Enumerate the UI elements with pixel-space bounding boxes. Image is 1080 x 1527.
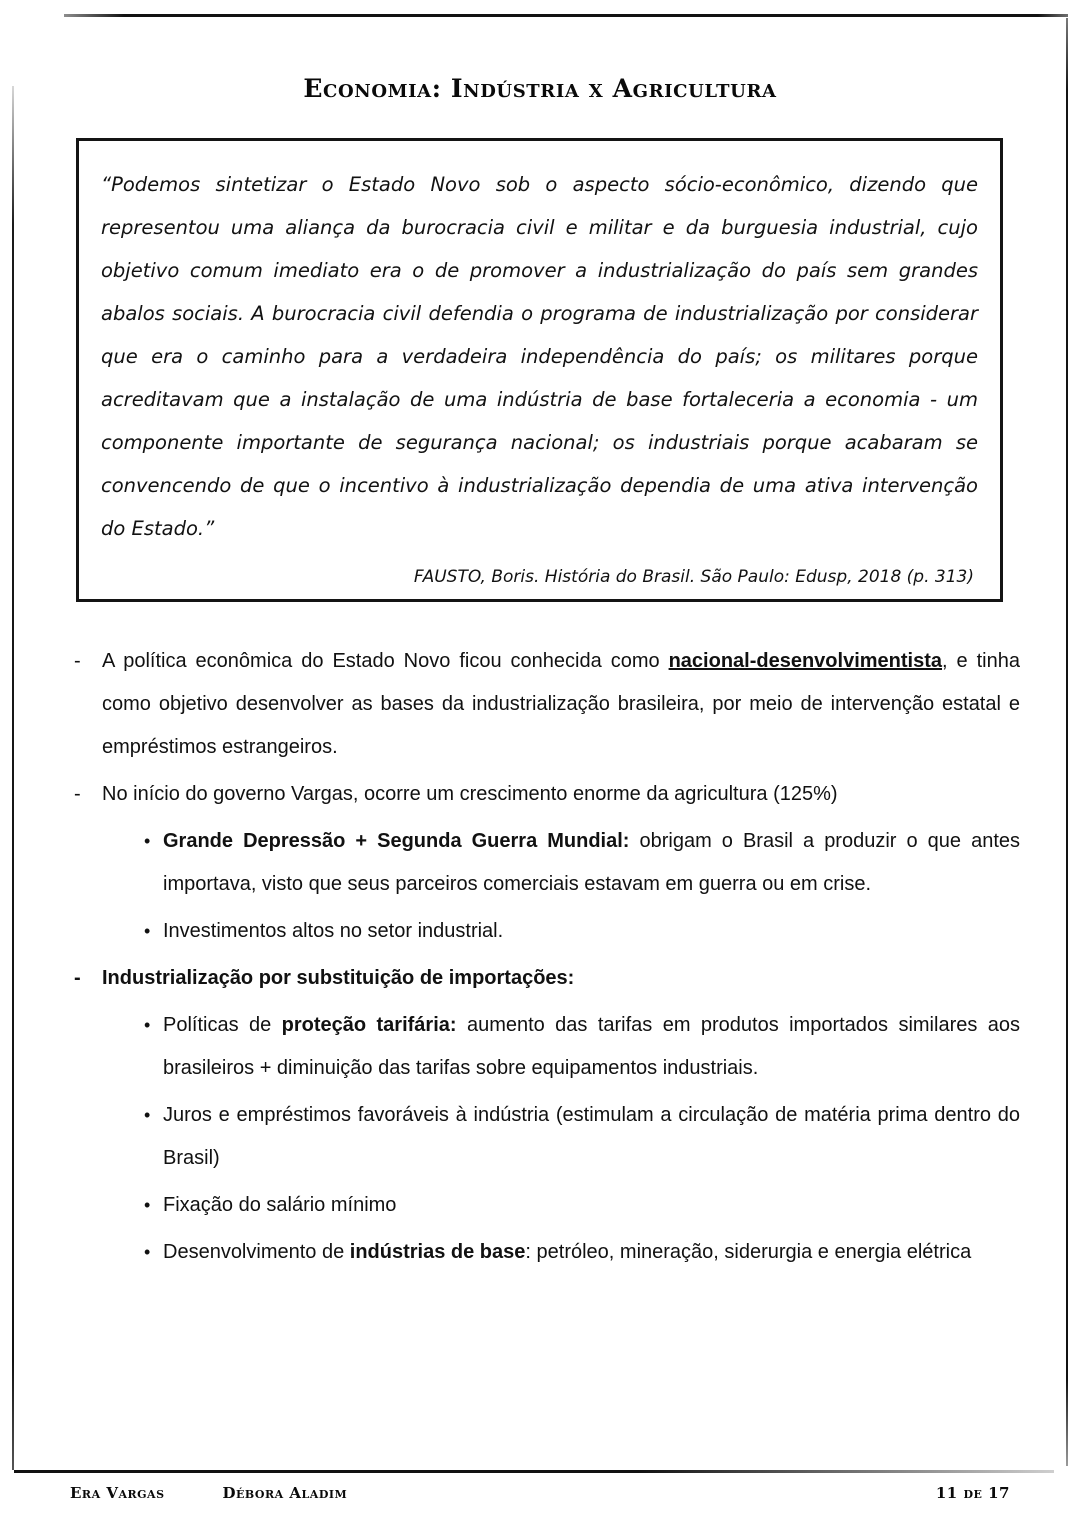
sub-list-item-salario-minimo xyxy=(70,1184,1020,1227)
round-bullet-icon: • xyxy=(144,831,151,851)
list-item-crescimento-agricultura xyxy=(70,773,1020,816)
sub-list-item-investimentos xyxy=(70,910,1020,953)
list-item-text: No início do governo Vargas, ocorre um crescimento enorme da agricultura (125%) xyxy=(102,783,838,805)
sub-list-item-text: Investimentos altos no setor industrial. xyxy=(163,920,504,942)
dash-bullet-icon: - xyxy=(74,650,81,672)
sub-list-item-text-part2: : petróleo, mineração, siderurgia e energia elétrica xyxy=(525,1241,972,1263)
round-bullet-icon: • xyxy=(144,921,151,941)
round-bullet-icon: • xyxy=(144,1015,151,1035)
sub-list-item-protecao-tarifaria xyxy=(70,1004,1020,1090)
sub-list-item-text: Fixação do salário mínimo xyxy=(163,1194,397,1216)
footer-page-number: 11 de 17 xyxy=(935,1484,1010,1502)
footer-chapter-label: Era Vargas xyxy=(70,1484,165,1502)
round-bullet-icon: • xyxy=(144,1242,151,1262)
dash-bullet-icon: - xyxy=(74,967,81,989)
footer-author-label: Débora Aladim xyxy=(222,1484,348,1502)
sub-list-item-bold-term: indústrias de base xyxy=(349,1241,526,1263)
highlight-nacional-desenvolvimentista: nacional-desenvolvimentista xyxy=(668,650,942,672)
quotation-text: “Podemos sintetizar o Estado Novo sob o aspecto sócio-econômico, dizendo que representou uma aliança da burocracia civil e militar e da burguesia industrial, cujo objetivo comum imediato era o de promover a industrialização do país sem grandes abalos sociais. A burocracia civil defendia o programa de industrialização por considerar que era o caminho para a verdadeira independência do país; os militares porque acreditavam que a instalação de uma indústria de base fortaleceria a economia - um componente importante de segurança nacional; os industriais porque acabaram se convencendo de que o incentivo à industrialização dependia de uma ativa intervenção do Estado.” xyxy=(101,173,978,540)
list-item-text: Industrialização por substituição de importações: xyxy=(102,967,575,989)
sub-list-item-text: Juros e empréstimos favoráveis à indústria (estimulam a circulação de matéria prima dentro do Brasil) xyxy=(163,1104,1020,1169)
list-item-politica-economica xyxy=(70,640,1020,769)
sub-list-item-text-part2: aumento das tarifas em produtos importados similares aos brasileiros + diminuição das tarifas sobre equipamentos industriais. xyxy=(163,1014,1020,1079)
sub-list-item-bold-term: proteção tarifária: xyxy=(281,1014,457,1036)
quotation-source-citation: FAUSTO, Boris. História do Brasil. São Paulo: Edusp, 2018 (p. 313) xyxy=(413,567,974,587)
sub-list-item-industrias-de-base xyxy=(70,1231,1020,1274)
sub-list-item-text: obrigam o Brasil a produzir o que antes importava, visto que seus parceiros comerciais estavam em guerra ou em crise. xyxy=(163,830,1020,895)
page-footer xyxy=(70,1484,1010,1502)
page-border-right xyxy=(1066,18,1068,1466)
list-item-text-part2: , e tinha como objetivo desenvolver as bases da industrialização brasileira, por meio de intervenção estatal e empréstimos estrangeiros. xyxy=(102,650,1020,758)
dash-bullet-icon: - xyxy=(74,783,81,805)
page-border-left xyxy=(12,86,14,1470)
list-item-industrializacao-heading xyxy=(70,957,1020,1000)
footer-divider xyxy=(14,1470,1054,1473)
sub-list-item-juros-emprestimos xyxy=(70,1094,1020,1180)
sub-list-item-grande-depressao xyxy=(70,820,1020,906)
round-bullet-icon: • xyxy=(144,1195,151,1215)
page-border-top xyxy=(64,14,1068,17)
list-item-text-part1: A política econômica do Estado Novo ficou conhecida como xyxy=(102,650,669,672)
round-bullet-icon: • xyxy=(144,1105,151,1125)
sub-list-item-text-part1: Desenvolvimento de xyxy=(163,1241,350,1263)
notes-content xyxy=(70,640,1020,1278)
quotation-box-inner xyxy=(79,141,1000,590)
page-title: Economia: Indústria x Agricultura xyxy=(303,74,777,103)
quotation-box xyxy=(76,138,1003,602)
sub-list-item-text-part1: Políticas de xyxy=(163,1014,282,1036)
sub-list-item-bold-lead: Grande Depressão + Segunda Guerra Mundial: xyxy=(163,830,630,852)
